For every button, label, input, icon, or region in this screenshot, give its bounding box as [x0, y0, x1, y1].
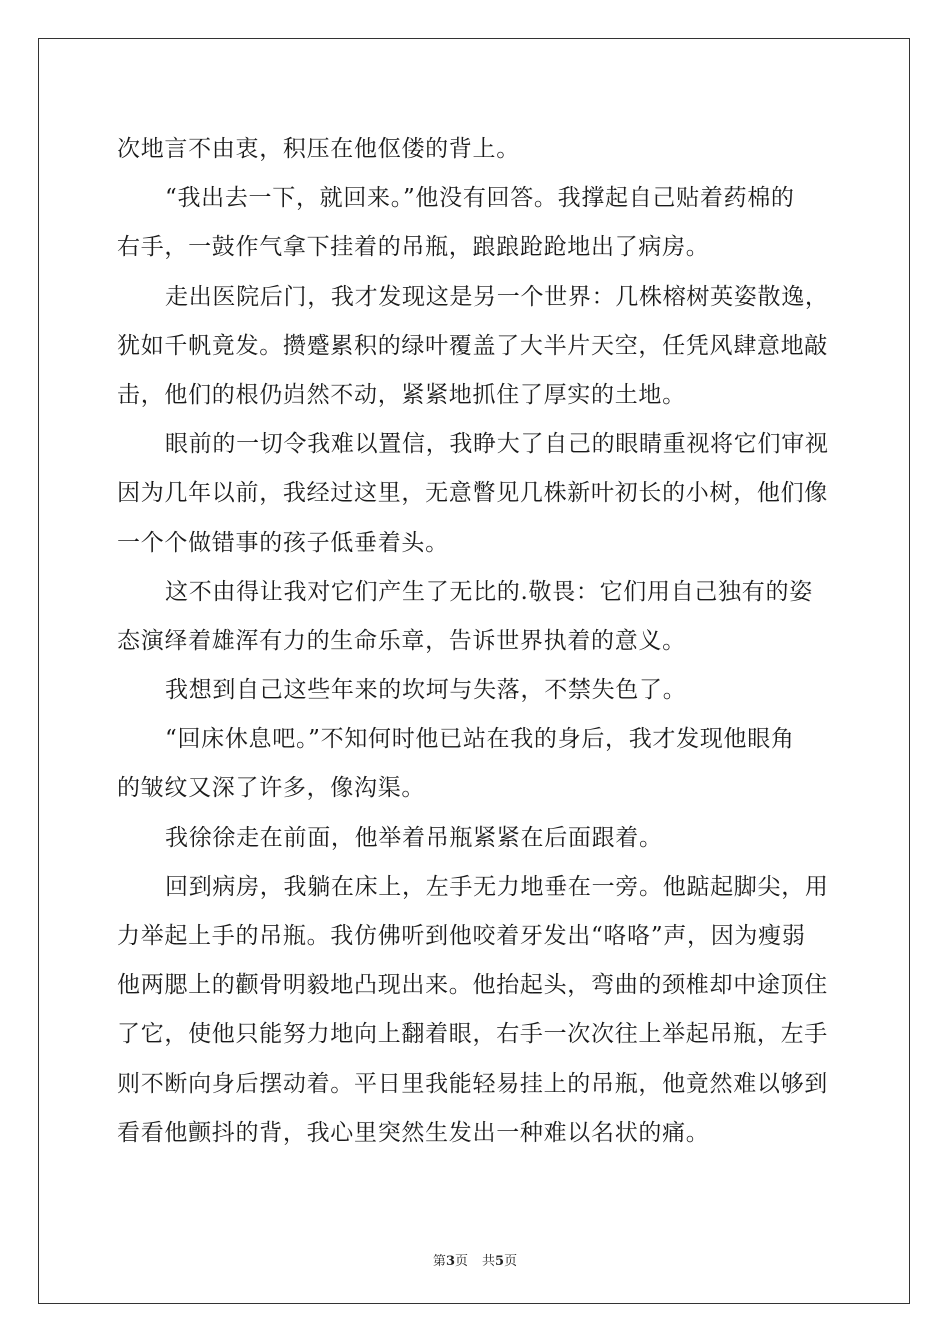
page-footer: [0, 1250, 950, 1269]
text-line: 犹如千帆竟发。攒蹙累积的绿叶覆盖了大半片天空，任凭风肆意地敲: [117, 332, 828, 359]
text-line: 我徐徐走在前面，他举着吊瓶紧紧在后面跟着。: [165, 824, 663, 851]
text-line: 的皱纹又深了许多，像沟渠。: [117, 775, 426, 802]
text-line: 则不断向身后摆动着。平日里我能轻易挂上的吊瓶，他竟然难以够到: [117, 1070, 828, 1097]
text-line: 因为几年以前，我经过这里，无意瞥见几株新叶初长的小树，他们像: [117, 480, 828, 507]
text-line: 了它，使他只能努力地向上翻着眼，右手一次次往上举起吊瓶，左手: [117, 1021, 828, 1048]
text-line: 力举起上手的吊瓶。我仿佛听到他咬着牙发出“咯咯”声，因为瘦弱: [117, 923, 806, 949]
page-prefix: 第: [432, 1254, 446, 1269]
current-page-number: 3: [445, 1254, 455, 1269]
text-line: 态演绎着雄浑有力的生命乐章，告诉世界执着的意义。: [117, 627, 686, 654]
text-line: 击，他们的根仍岿然不动，紧紧地抓住了厚实的土地。: [117, 381, 686, 408]
text-line: 看看他颤抖的背，我心里突然生发出一种难以名状的痛。: [117, 1119, 710, 1146]
text-line: “我出去一下，就回来。”他没有回答。我撑起自己贴着药棉的: [165, 185, 795, 212]
text-line: 右手，一鼓作气拿下挂着的吊瓶，踉踉跄跄地出了病房。: [117, 234, 710, 261]
total-prefix: 共: [482, 1254, 496, 1269]
text-line: 他两腮上的颧骨明毅地凸现出来。他抬起头，弯曲的颈椎却中途顶住: [117, 972, 828, 999]
text-line: 眼前的一切令我难以置信，我睁大了自己的眼睛重视将它们审视: [165, 431, 829, 458]
document-body: [117, 125, 837, 1158]
text-line: 这不由得让我对它们产生了无比的.敬畏：它们用自己独有的姿: [165, 578, 813, 605]
total-page-number: 5: [495, 1254, 505, 1269]
text-line: 回到病房，我躺在床上，左手无力地垂在一旁。他踮起脚尖，用: [165, 873, 829, 900]
total-suffix: 页: [504, 1254, 518, 1269]
page-suffix: 页: [454, 1254, 468, 1269]
text-line: 走出医院后门，我才发现这是另一个世界：几株榕树英姿散逸，: [165, 283, 829, 310]
text-line: 次地言不由衷，积压在他伛偻的背上。: [117, 136, 520, 162]
text-line: 一个个做错事的孩子低垂着头。: [117, 529, 449, 556]
text-line: 我想到自己这些年来的坎坷与失落，不禁失色了。: [165, 677, 687, 704]
text-line: “回床休息吧。”不知何时他已站在我的身后，我才发现他眼角: [165, 726, 795, 753]
